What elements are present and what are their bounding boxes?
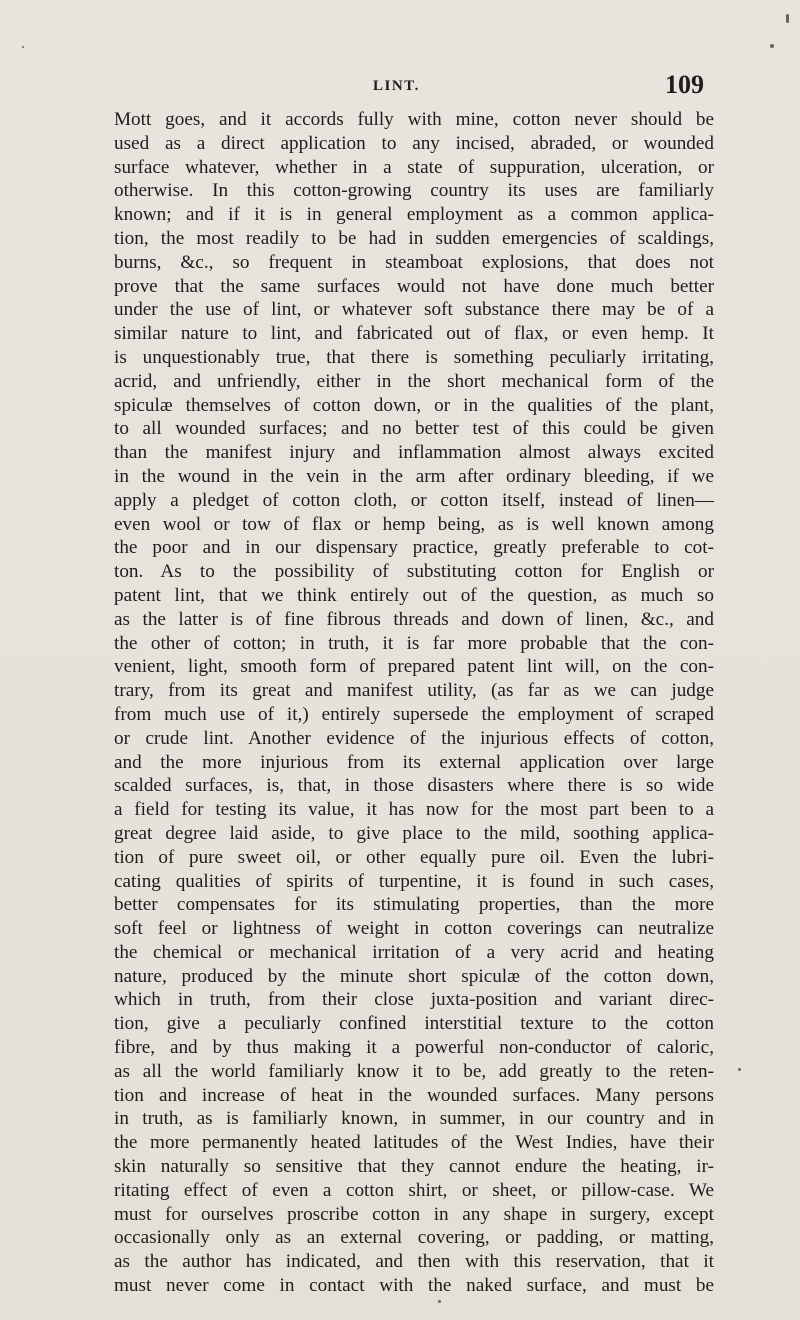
text-line: fibre, and by thus making it a powerful non-conductor of caloric, — [114, 1037, 714, 1059]
text-line: tion, give a peculiarly confined interstitial texture to the cotton — [114, 1013, 714, 1035]
text-line: a field for testing its value, it has now for the most part been to a — [114, 799, 714, 821]
text-line: nature, produced by the minute short spiculæ of the cotton down, — [114, 965, 714, 987]
text-line: venient, light, smooth form of prepared patent lint will, on the con- — [114, 656, 714, 678]
text-line: ritating effect of even a cotton shirt, or sheet, or pillow-case. We — [114, 1179, 714, 1201]
text-line: which in truth, from their close juxta-position and variant direc- — [114, 989, 714, 1011]
text-line: prove that the same surfaces would not have done much better — [114, 275, 714, 297]
paper-speck — [786, 14, 789, 23]
text-line: as the author has indicated, and then with this reservation, that it — [114, 1251, 714, 1273]
text-line: spiculæ themselves of cotton down, or in the qualities of the plant, — [114, 394, 714, 416]
text-line: occasionally only as an external covering, or padding, or matting, — [114, 1227, 714, 1249]
text-line: to all wounded surfaces; and no better test of this could be given — [114, 418, 714, 440]
text-line: must for ourselves proscribe cotton in any shape in surgery, except — [114, 1203, 714, 1225]
text-line: skin naturally so sensitive that they cannot endure the heating, ir- — [114, 1156, 714, 1178]
text-line: soft feel or lightness of weight in cotton coverings can neutralize — [114, 918, 714, 940]
paper-speck — [438, 1300, 441, 1303]
text-line: trary, from its great and manifest utility, (as far as we can judge — [114, 680, 714, 702]
text-line: the more permanently heated latitudes of the West Indies, have their — [114, 1132, 714, 1154]
text-line: great degree laid aside, to give place to the mild, soothing applica- — [114, 822, 714, 844]
page-number: 109 — [665, 70, 704, 99]
text-line: the chemical or mechanical irritation of a very acrid and heating — [114, 941, 714, 963]
text-line: tion of pure sweet oil, or other equally pure oil. Even the lubri- — [114, 846, 714, 868]
text-line: scalded surfaces, is, that, in those disasters where there is so wide — [114, 775, 714, 797]
text-line: the other of cotton; in truth, it is far more probable that the con- — [114, 632, 714, 654]
paper-speck — [22, 46, 24, 48]
text-line: is unquestionably true, that there is something peculiarly irritating, — [114, 346, 714, 368]
text-line: ton. As to the possibility of substituting cotton for English or — [114, 561, 714, 583]
text-line: as the latter is of fine fibrous threads and down of linen, &c., and — [114, 608, 714, 630]
text-line: surface whatever, whether in a state of suppuration, ulceration, or — [114, 156, 714, 178]
text-line: acrid, and unfriendly, either in the short mechanical form of the — [114, 370, 714, 392]
text-line: as all the world familiarly know it to be, add greatly to the reten- — [114, 1060, 714, 1082]
text-line: burns, &c., so frequent in steamboat explosions, that does not — [114, 251, 714, 273]
text-line: better compensates for its stimulating properties, than the more — [114, 894, 714, 916]
text-line: apply a pledget of cotton cloth, or cotton itself, instead of linen— — [114, 489, 714, 511]
text-line: tion and increase of heat in the wounded surfaces. Many persons — [114, 1084, 714, 1106]
text-line: or crude lint. Another evidence of the injurious effects of cotton, — [114, 727, 714, 749]
text-line: tion, the most readily to be had in sudden emergencies of scaldings, — [114, 227, 714, 249]
text-line: than the manifest injury and inflammation almost always excited — [114, 442, 714, 464]
text-line: from much use of it,) entirely supersede the employment of scraped — [114, 703, 714, 725]
text-line: in truth, as is familiarly known, in summer, in our country and in — [114, 1108, 714, 1130]
text-line: patent lint, that we think entirely out of the question, as much so — [114, 584, 714, 606]
text-line: in the wound in the vein in the arm after ordinary bleeding, if we — [114, 465, 714, 487]
text-line: used as a direct application to any incised, abraded, or wounded — [114, 132, 714, 154]
text-line: otherwise. In this cotton-growing country its uses are familiarly — [114, 180, 714, 202]
paper-speck — [770, 44, 774, 48]
paper-speck — [738, 1068, 741, 1071]
text-line: the poor and in our dispensary practice, greatly preferable to cot- — [114, 537, 714, 559]
text-line: Mott goes, and it accords fully with mine, cotton never should be — [114, 109, 714, 130]
body-paragraph — [114, 108, 714, 1298]
text-line: cating qualities of spirits of turpentine, it is found in such cases, — [114, 870, 714, 892]
page-header — [0, 70, 800, 106]
running-head: LINT. — [373, 78, 420, 94]
text-line: known; and if it is in general employment as a common applica- — [114, 204, 714, 226]
text-line: similar nature to lint, and fabricated out of flax, or even hemp. It — [114, 323, 714, 345]
text-line: under the use of lint, or whatever soft substance there may be of a — [114, 299, 714, 321]
text-line: even wool or tow of flax or hemp being, as is well known among — [114, 513, 714, 535]
text-line: must never come in contact with the naked surface, and must be — [114, 1275, 714, 1297]
text-line: and the more injurious from its external application over large — [114, 751, 714, 773]
